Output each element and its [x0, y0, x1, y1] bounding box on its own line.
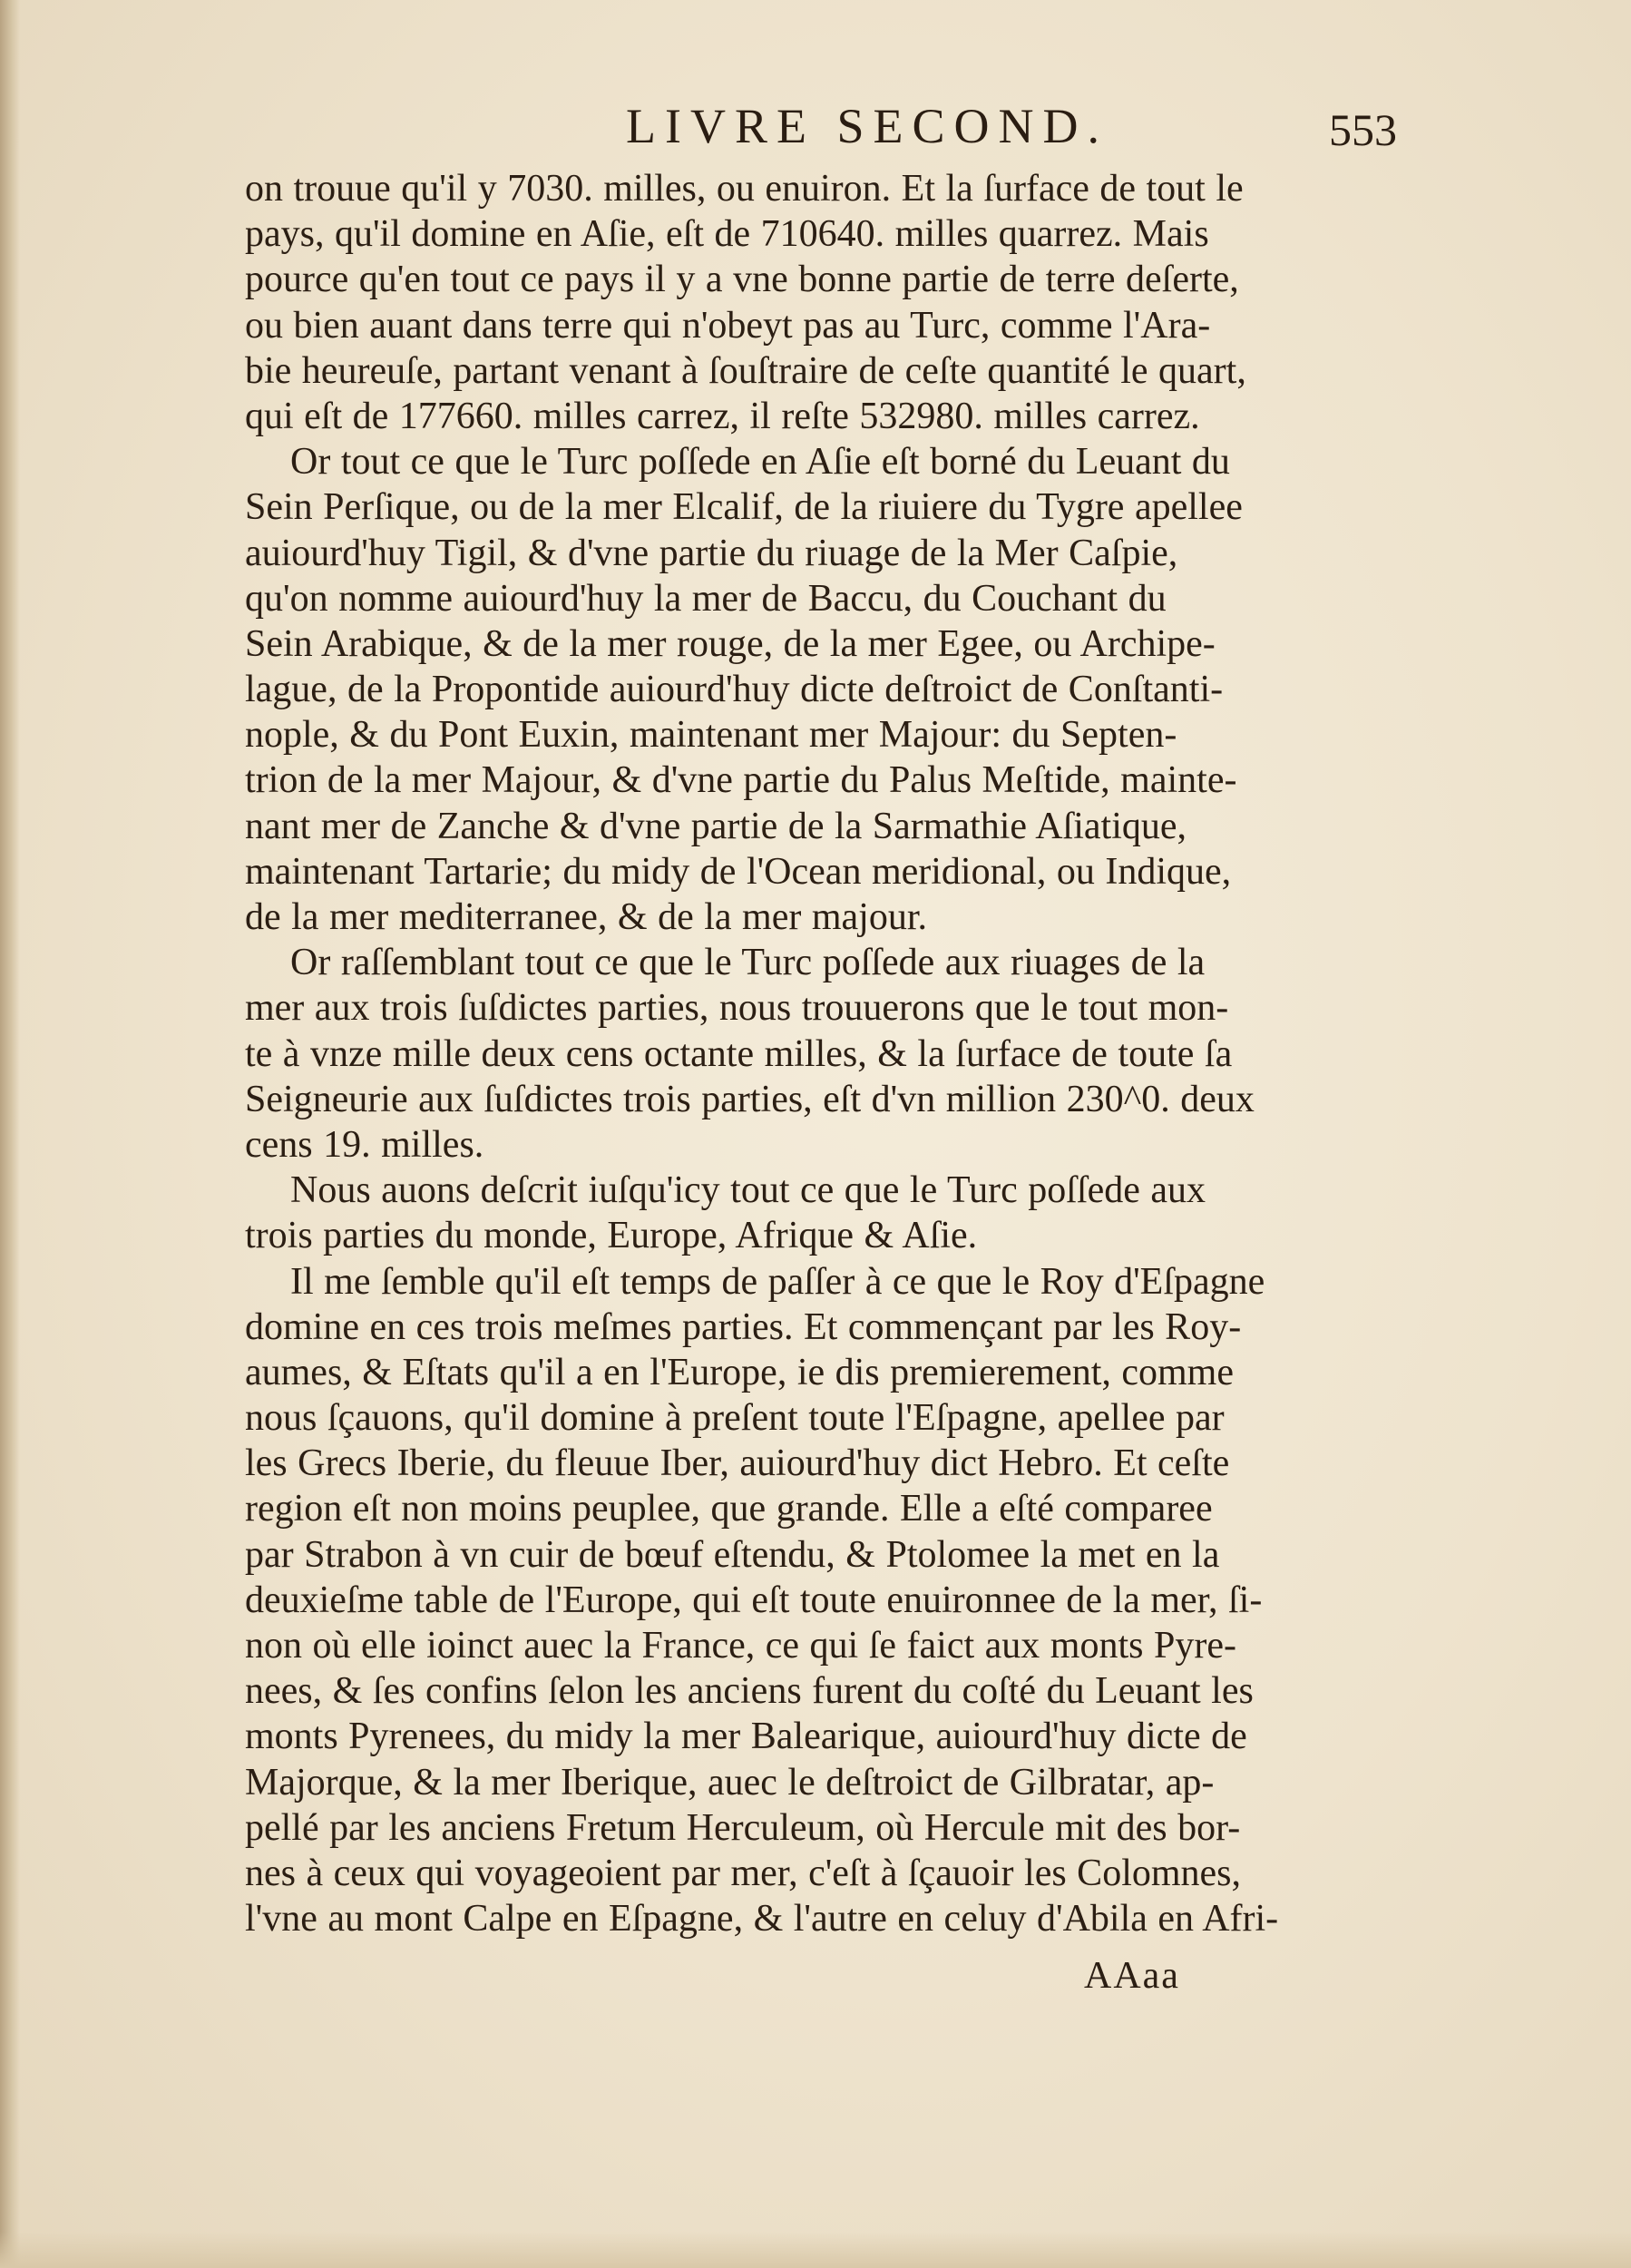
- text-line: deuxieſme table de l'Europe, qui eſt toute enuironnee de la mer, ſi-: [245, 1579, 1263, 1621]
- text-line: pource qu'en tout ce pays il y a vne bonne partie de terre deſerte,: [245, 259, 1239, 301]
- signature-mark: AAaa: [1084, 1955, 1180, 1997]
- text-line: qu'on nomme auiourd'huy la mer de Baccu, du Couchant du: [245, 577, 1167, 620]
- text-line: region eſt non moins peuplee, que grande. Elle a eſté comparee: [245, 1488, 1213, 1530]
- text-line: maintenant Tartarie; du midy de l'Ocean meridional, ou Indique,: [245, 850, 1232, 893]
- text-line: Or tout ce que le Turc poſſede en Aſie eſt borné du Leuant du: [290, 441, 1230, 484]
- text-line: Majorque, & la mer Iberique, auec le deſtroict de Gilbratar, ap-: [245, 1761, 1215, 1804]
- text-line: ou bien auant dans terre qui n'obeyt pas au Turc, comme l'Ara-: [245, 304, 1211, 347]
- text-line: bie heureuſe, partant venant à ſouſtraire de ceſte quantité le quart,: [245, 349, 1246, 392]
- text-line: les Grecs Iberie, du fleuue Iber, auiourd'huy dict Hebro. Et ceſte: [245, 1442, 1230, 1485]
- body-text: [245, 166, 1397, 1941]
- text-line: Sein Arabique, & de la mer rouge, de la mer Egee, ou Archipe-: [245, 622, 1216, 665]
- text-line: trois parties du monde, Europe, Afrique & Aſie.: [245, 1215, 978, 1257]
- text-line: domine en ces trois meſmes parties. Et commençant par les Roy-: [245, 1305, 1242, 1348]
- text-line: mer aux trois ſuſdictes parties, nous trouuerons que le tout mon-: [245, 987, 1229, 1030]
- text-line: on trouue qu'il y 7030. milles, ou enuiron. Et la ſurface de tout le: [245, 168, 1244, 210]
- text-line: Nous auons deſcrit iuſqu'icy tout ce que le Turc poſſede aux: [290, 1169, 1206, 1212]
- running-title: LIVRE SECOND.: [626, 99, 1108, 153]
- text-line: nous ſçauons, qu'il domine à preſent toute l'Eſpagne, apellee par: [245, 1397, 1225, 1440]
- text-line: nees, & ſes confins ſelon les anciens furent du coſté du Leuant les: [245, 1670, 1254, 1713]
- text-line: par Strabon à vn cuir de bœuf eſtendu, & Ptolomee la met en la: [245, 1533, 1220, 1576]
- text-line: Sein Perſique, ou de la mer Elcalif, de la riuiere du Tygre apellee: [245, 486, 1243, 529]
- text-line: nes à ceux qui voyageoient par mer, c'eſt à ſçauoir les Colomnes,: [245, 1852, 1242, 1894]
- text-line: l'vne au mont Calpe en Eſpagne, & l'autre en celuy d'Abila en Afri-: [245, 1898, 1279, 1941]
- text-line: nant mer de Zanche & d'vne partie de la Sarmathie Aſiatique,: [245, 805, 1187, 847]
- page-left-edge: [0, 0, 20, 2268]
- text-line: Or raſſemblant tout ce que le Turc poſſede aux riuages de la: [290, 942, 1206, 984]
- page-header: [245, 98, 1397, 161]
- text-line: Il me ſemble qu'il eſt temps de paſſer à ce que le Roy d'Eſpagne: [290, 1260, 1265, 1303]
- text-line: Seigneurie aux ſuſdictes trois parties, eſt d'vn million 230^0. deux: [245, 1078, 1255, 1120]
- text-line: trion de la mer Majour, & d'vne partie du Palus Meſtide, mainte-: [245, 759, 1237, 802]
- text-line: pellé par les anciens Fretum Herculeum, où Hercule mit des bor-: [245, 1806, 1241, 1849]
- text-line: non où elle ioinct auec la France, ce qui ſe faict aux monts Pyre-: [245, 1625, 1236, 1667]
- text-line: de la mer mediterranee, & de la mer majour.: [245, 896, 928, 938]
- text-line: nople, & du Pont Euxin, maintenant mer Majour: du Septen-: [245, 714, 1177, 757]
- text-line: cens 19. milles.: [245, 1123, 484, 1166]
- text-line: monts Pyrenees, du midy la mer Balearique, auiourd'huy dicte de: [245, 1716, 1247, 1758]
- page-bottom-edge: [0, 2232, 1631, 2268]
- text-line: te à vnze mille deux cens octante milles, & la ſurface de toute ſa: [245, 1032, 1233, 1075]
- text-line: lague, de la Propontide auiourd'huy dicte deſtroict de Conſtanti-: [245, 669, 1224, 711]
- text-line: auiourd'huy Tigil, & d'vne partie du riuage de la Mer Caſpie,: [245, 532, 1178, 574]
- page-number: 553: [1329, 104, 1397, 155]
- text-line: aumes, & Eſtats qu'il a en l'Europe, ie dis premierement, comme: [245, 1351, 1234, 1393]
- text-line: pays, qu'il domine en Aſie, eſt de 710640. milles quarrez. Mais: [245, 213, 1209, 256]
- text-line: qui eſt de 177660. milles carrez, il reſte 532980. milles carrez.: [245, 395, 1200, 437]
